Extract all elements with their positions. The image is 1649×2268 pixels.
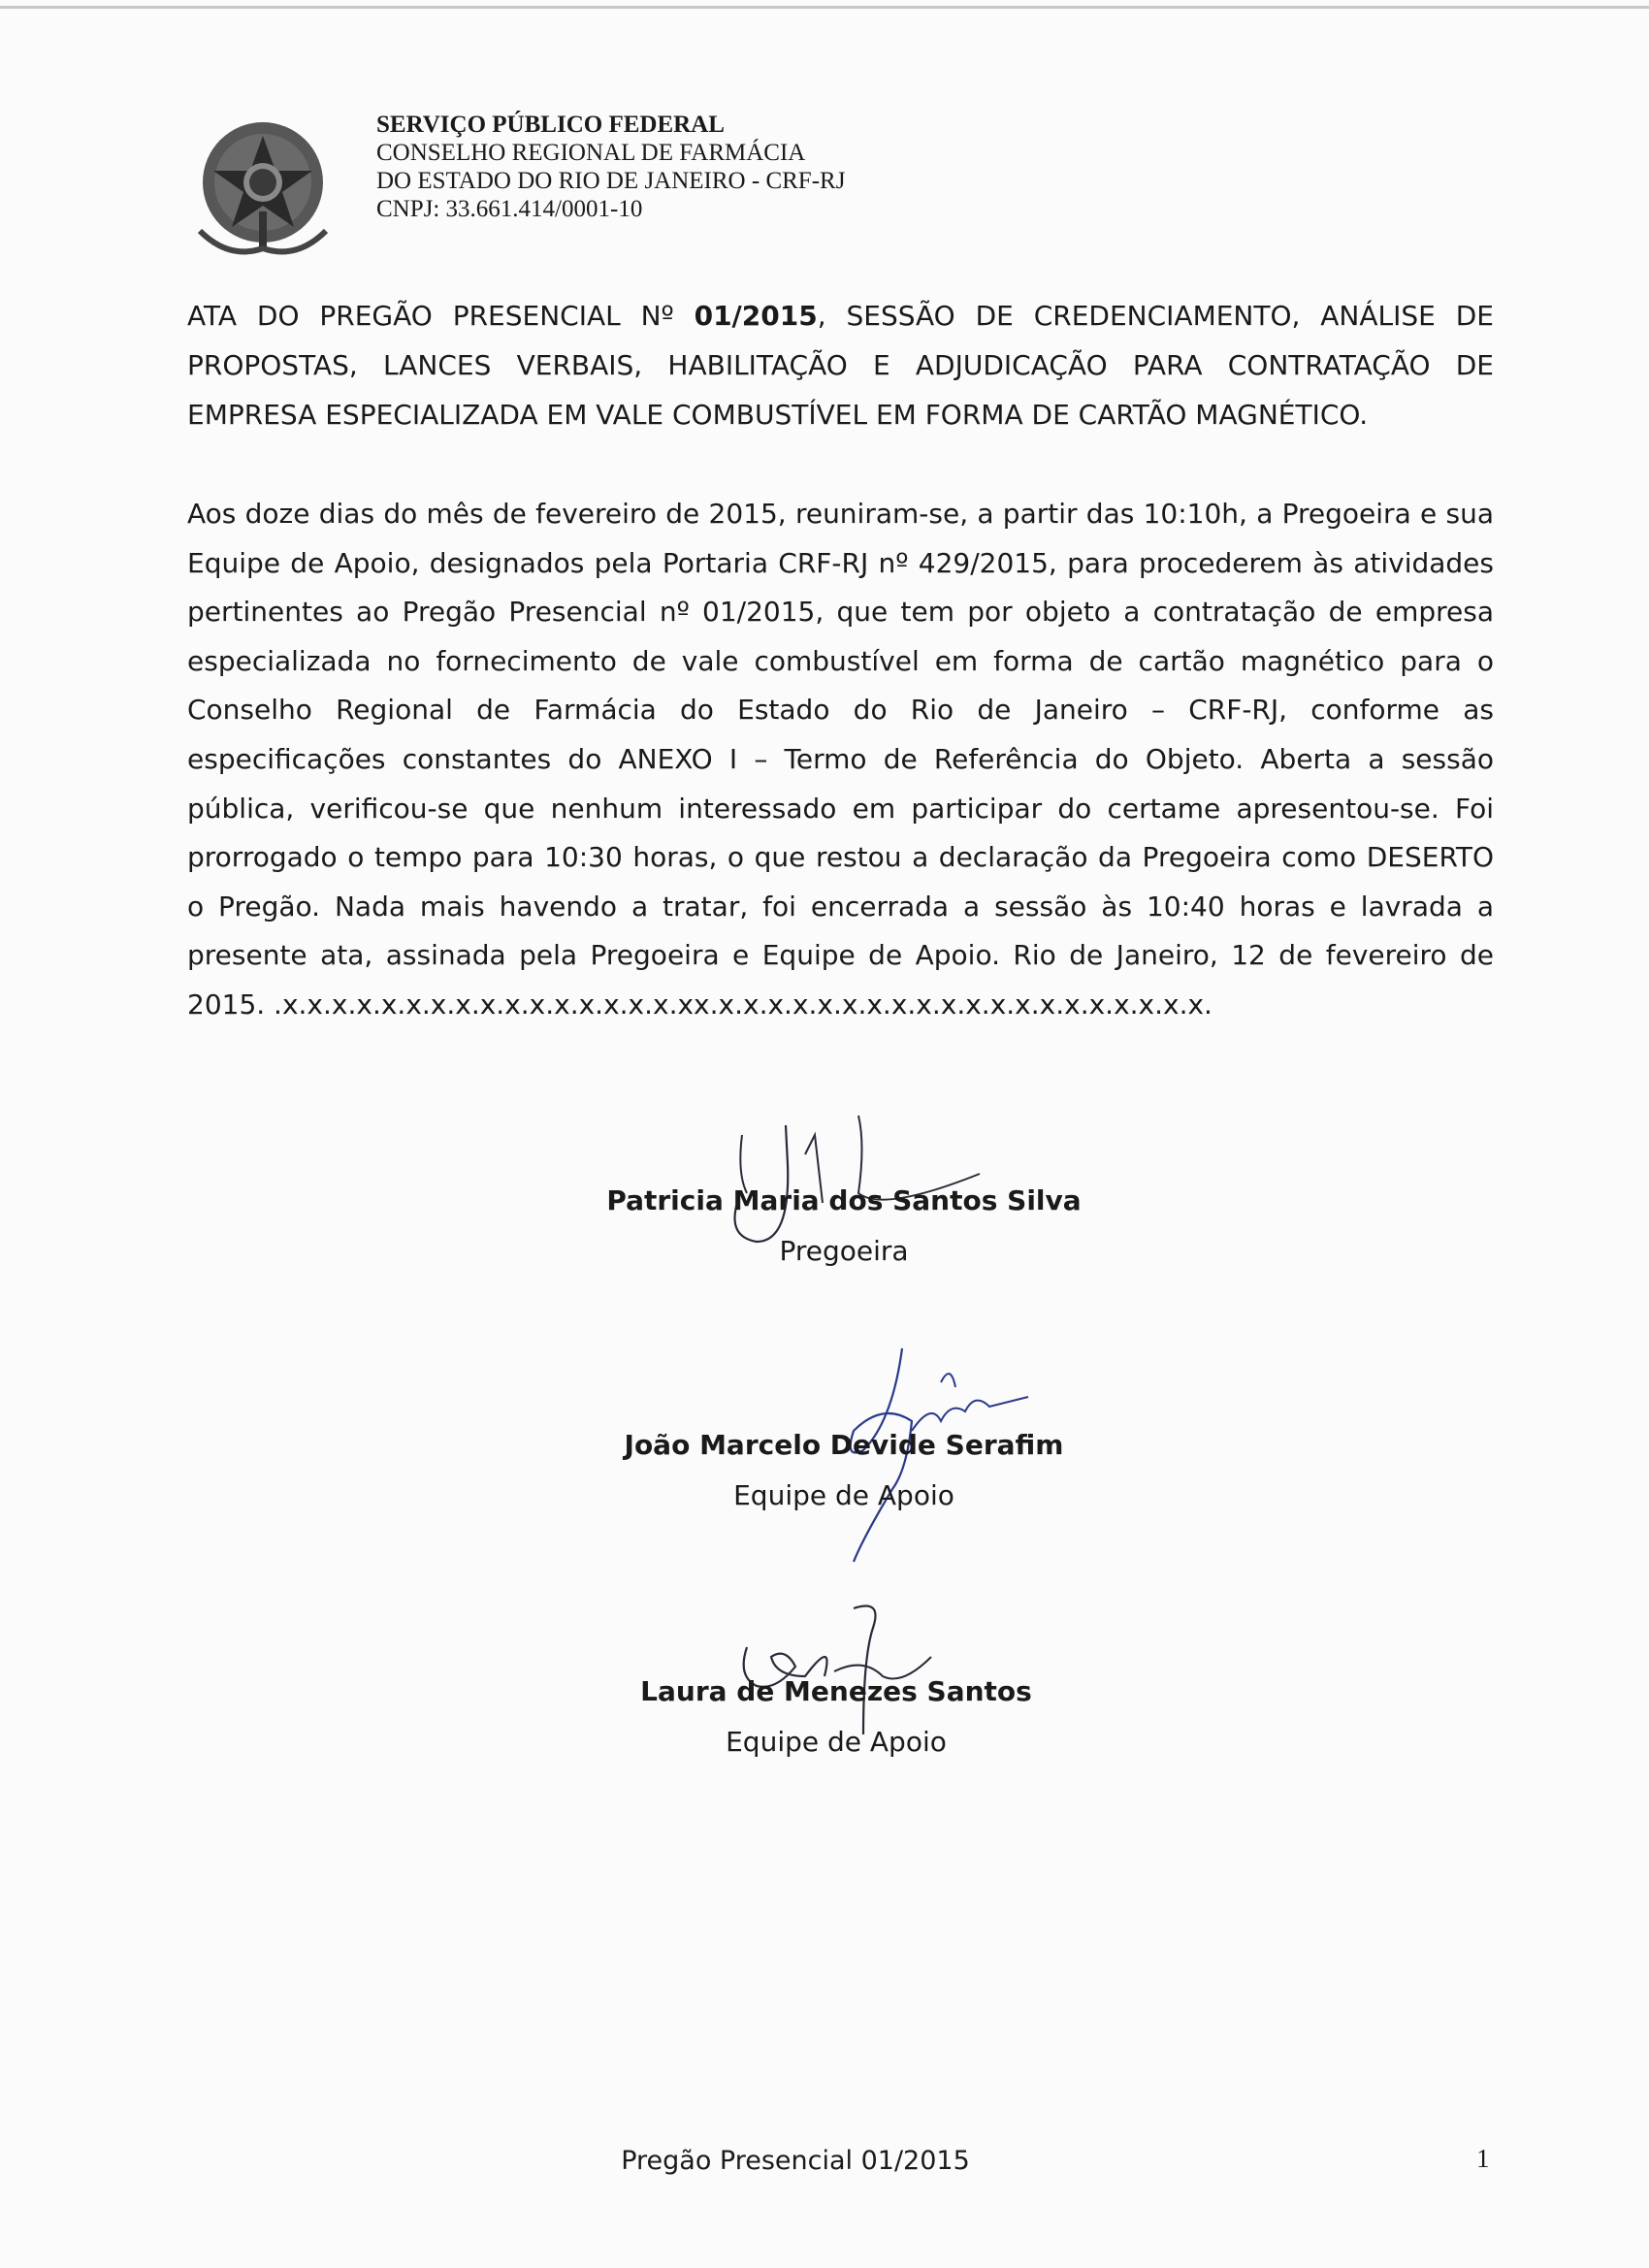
footer-title: Pregão Presencial 01/2015: [621, 2146, 970, 2176]
signatory-name: Patricia Maria dos Santos Silva: [606, 1184, 1082, 1216]
signatory-1: [19, 1183, 1649, 1269]
signatory-name: João Marcelo Devide Serafim: [624, 1429, 1064, 1461]
signatory-2: [19, 1428, 1649, 1513]
signatory-role: Pregoeira: [779, 1235, 909, 1267]
letterhead-line-council: CONSELHO REGIONAL DE FARMÁCIA: [376, 140, 806, 166]
title-number: 01/2015: [694, 300, 818, 332]
letterhead-line-service: SERVIÇO PÚBLICO FEDERAL: [376, 112, 725, 138]
title-suffix: , SESSÃO DE CREDENCIAMENTO, ANÁLISE DE PROPOSTAS, LANCES VERBAIS, HABILITAÇÃO E ADJUDICAÇÃO PARA CONTRATAÇÃO DE EMPRESA ESPECIALIZADA EM VALE COMBUSTÍVEL EM FORMA DE CARTÃO MAGNÉTICO.: [187, 300, 1494, 431]
signatory-name: Laura de Menezes Santos: [640, 1675, 1032, 1707]
title-prefix: ATA DO PREGÃO PRESENCIAL Nº: [187, 300, 695, 332]
letterhead-line-cnpj: CNPJ: 33.661.414/0001-10: [376, 196, 643, 222]
coat-of-arms-emblem: [190, 114, 336, 260]
signatory-role: Equipe de Apoio: [726, 1726, 947, 1758]
letterhead: [376, 111, 845, 223]
scan-top-edge: [0, 6, 1649, 9]
page-number: 1: [1476, 2144, 1490, 2173]
signatory-role: Equipe de Apoio: [733, 1479, 954, 1511]
letterhead-line-state: DO ESTADO DO RIO DE JANEIRO - CRF-RJ: [376, 168, 846, 194]
signatory-3: [12, 1674, 1649, 1760]
document-title: [187, 291, 1494, 439]
minutes-body: Aos doze dias do mês de fevereiro de 2015, reuniram-se, a partir das 10:10h, a Pregoeira e sua Equipe de Apoio, designados pela Portaria CRF-RJ nº 429/2015, para procederem às atividades pertinentes ao Pregão Presencial nº 01/2015, que tem por objeto a contratação de empresa especializada no fornecimento de vale combustível em forma de cartão magnético para o Conselho Regional de Farmácia do Estado do Rio de Janeiro – CRF-RJ, conforme as especificações constantes do ANEXO I – Termo de Referência do Objeto. Aberta a sessão pública, verificou-se que nenhum interessado em participar do certame apresentou-se. Foi prorrogado o tempo para 10:30 horas, o que restou a declaração da Pregoeira como DESERTO o Pregão. Nada mais havendo a tratar, foi encerrada a sessão às 10:40 horas e lavrada a presente ata, assinada pela Pregoeira e Equipe de Apoio. Rio de Janeiro, 12 de fevereiro de 2015. .x.x.x.x.x.x.x.x.x.x.x.x.x.x.x.x.xx.x.x.x.x.x.x.x.x.x.x.x.x.x.x.x.x.x.x.x.x.: [187, 498, 1494, 1021]
